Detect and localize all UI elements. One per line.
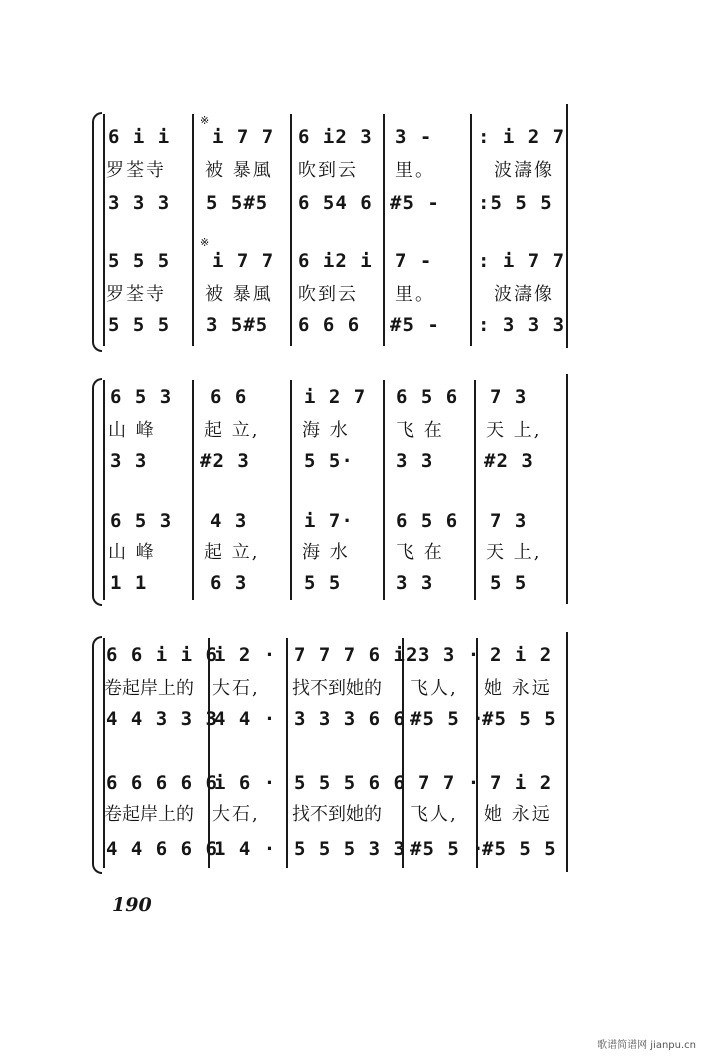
lyric-cell: 罗荃寺 — [106, 160, 166, 181]
barline — [286, 638, 288, 868]
measure-cell: i 7 7 — [212, 250, 275, 272]
measure-cell: 1 4 · — [214, 838, 277, 860]
lyric-cell: 飞 在 — [396, 542, 444, 563]
lyric-cell: 卷起岸上的 — [104, 678, 194, 699]
measure-cell: 2 i 2 — [490, 644, 553, 666]
lyric-cell: 山 峰 — [108, 542, 156, 563]
measure-cell: 6 i2 i — [298, 250, 373, 272]
barline — [566, 632, 568, 872]
measure-cell: 6 6 — [210, 386, 248, 408]
measure-cell: 5 5· — [304, 450, 354, 472]
measure-cell: 4 3 — [210, 510, 248, 532]
measure-cell: 6 6 6 6 6 — [106, 772, 218, 794]
measure-cell: #2 3 — [200, 450, 250, 472]
measure-cell: 1 1 — [110, 572, 148, 594]
measure-cell: 4 4 6 6 6 — [106, 838, 218, 860]
measure-cell: 3 3 3 — [108, 192, 171, 214]
measure-cell: #5 5 · — [410, 708, 485, 730]
measure-cell: 5 5 5 — [108, 314, 171, 336]
measure-cell: 6 5 6 — [396, 510, 459, 532]
measure-cell: : i 2 7 — [478, 126, 566, 148]
measure-cell: 5 5 5 6 6 — [294, 772, 406, 794]
measure-cell: 5 5 — [304, 572, 342, 594]
measure-cell: 3 3 — [110, 450, 148, 472]
breath-mark: ※ — [200, 114, 210, 127]
lyric-cell: 天 上, — [486, 542, 542, 563]
measure-cell: 6 5 3 — [110, 386, 173, 408]
measure-cell: :5 5 5 — [478, 192, 553, 214]
lyric-cell: 海 水 — [302, 420, 350, 441]
lyric-cell: 起 立, — [204, 542, 260, 563]
measure-cell: i 7· — [304, 510, 354, 532]
lyric-cell: 里。 — [395, 160, 435, 181]
barline — [476, 638, 478, 868]
lyric-cell: 天 上, — [486, 420, 542, 441]
measure-cell: 5 5 — [490, 572, 528, 594]
measure-cell: 6 6 6 — [298, 314, 361, 336]
barline — [290, 114, 292, 346]
measure-cell: #5 - — [390, 192, 440, 214]
barline — [192, 114, 194, 346]
barline — [103, 638, 105, 868]
lyric-cell: 飞人, — [410, 678, 458, 699]
breath-mark: ※ — [200, 236, 210, 249]
measure-cell: 6 5 6 — [396, 386, 459, 408]
lyric-cell: 罗荃寺 — [106, 284, 166, 305]
barline — [474, 380, 476, 600]
lyric-cell: 被 暴風 — [205, 284, 273, 305]
measure-cell: 7 3 — [490, 510, 528, 532]
score-system-2 — [0, 370, 710, 610]
measure-cell: 7 7 7 6 i2 — [294, 644, 419, 666]
lyric-cell: 起 立, — [204, 420, 260, 441]
measure-cell: 7 - — [395, 250, 433, 272]
lyric-cell: 卷起岸上的 — [104, 804, 194, 825]
barline — [383, 380, 385, 600]
lyric-cell: 她 永远 — [484, 678, 552, 699]
measure-cell: #5 - — [390, 314, 440, 336]
barline — [402, 638, 404, 868]
barline — [192, 380, 194, 600]
measure-cell: 7 i 2 — [490, 772, 553, 794]
system-brace — [92, 636, 102, 874]
measure-cell: 6 i2 3 — [298, 126, 373, 148]
measure-cell: : i 7 7 — [478, 250, 566, 272]
score-system-1 — [0, 100, 710, 350]
measure-cell: 7 7 · — [418, 772, 481, 794]
barline — [103, 380, 105, 600]
measure-cell: 3 3 — [396, 572, 434, 594]
lyric-cell: 海 水 — [302, 542, 350, 563]
measure-cell: 3 3 — [396, 450, 434, 472]
measure-cell: : 3 3 3 — [478, 314, 566, 336]
measure-cell: #5 5 · — [410, 838, 485, 860]
measure-cell: 5 5 5 3 3 — [294, 838, 406, 860]
barline — [383, 114, 385, 346]
barline — [470, 114, 472, 346]
measure-cell: 6 6 i i 6 — [106, 644, 218, 666]
measure-cell: 3 5#5 — [206, 314, 269, 336]
page-number: 190 — [112, 894, 152, 916]
measure-cell: #5 5 5 — [482, 838, 557, 860]
measure-cell: 6 3 — [210, 572, 248, 594]
measure-cell: #5 5 5 — [482, 708, 557, 730]
measure-cell: 5 5#5 — [206, 192, 269, 214]
site-watermark: 歌谱简谱网 jianpu.cn — [597, 1040, 696, 1051]
measure-cell: 5 5 5 — [108, 250, 171, 272]
measure-cell: 6 5 3 — [110, 510, 173, 532]
lyric-cell: 大石, — [212, 804, 260, 825]
barline — [208, 638, 210, 868]
barline — [103, 114, 105, 346]
measure-cell: i 2 7 — [304, 386, 367, 408]
lyric-cell: 吹到云 — [298, 160, 358, 181]
measure-cell: 3 3 3 6 6 — [294, 708, 406, 730]
system-brace — [92, 112, 102, 352]
measure-cell: 4 4 · — [214, 708, 277, 730]
score-system-3 — [0, 628, 710, 878]
lyric-cell: 被 暴風 — [205, 160, 273, 181]
lyric-cell: 找不到她的 — [292, 678, 382, 699]
measure-cell: #2 3 — [484, 450, 534, 472]
measure-cell: 3 - — [395, 126, 433, 148]
measure-cell: i 6 · — [214, 772, 277, 794]
lyric-cell: 飞人, — [410, 804, 458, 825]
barline — [566, 374, 568, 604]
measure-cell: 6 i i — [108, 126, 171, 148]
lyric-cell: 吹到云 — [298, 284, 358, 305]
lyric-cell: 她 永远 — [484, 804, 552, 825]
barline — [566, 104, 568, 348]
system-brace — [92, 378, 102, 606]
lyric-cell: 大石, — [212, 678, 260, 699]
measure-cell: 3 3 · — [418, 644, 481, 666]
lyric-cell: 找不到她的 — [292, 804, 382, 825]
lyric-cell: 波濤像 — [494, 160, 554, 181]
lyric-cell: 飞 在 — [396, 420, 444, 441]
measure-cell: 7 3 — [490, 386, 528, 408]
measure-cell: i 2 · — [214, 644, 277, 666]
measure-cell: 4 4 3 3 3 — [106, 708, 218, 730]
measure-cell: i 7 7 — [212, 126, 275, 148]
lyric-cell: 波濤像 — [494, 284, 554, 305]
measure-cell: 6 54 6 — [298, 192, 373, 214]
lyric-cell: 里。 — [395, 284, 435, 305]
barline — [290, 380, 292, 600]
lyric-cell: 山 峰 — [108, 420, 156, 441]
